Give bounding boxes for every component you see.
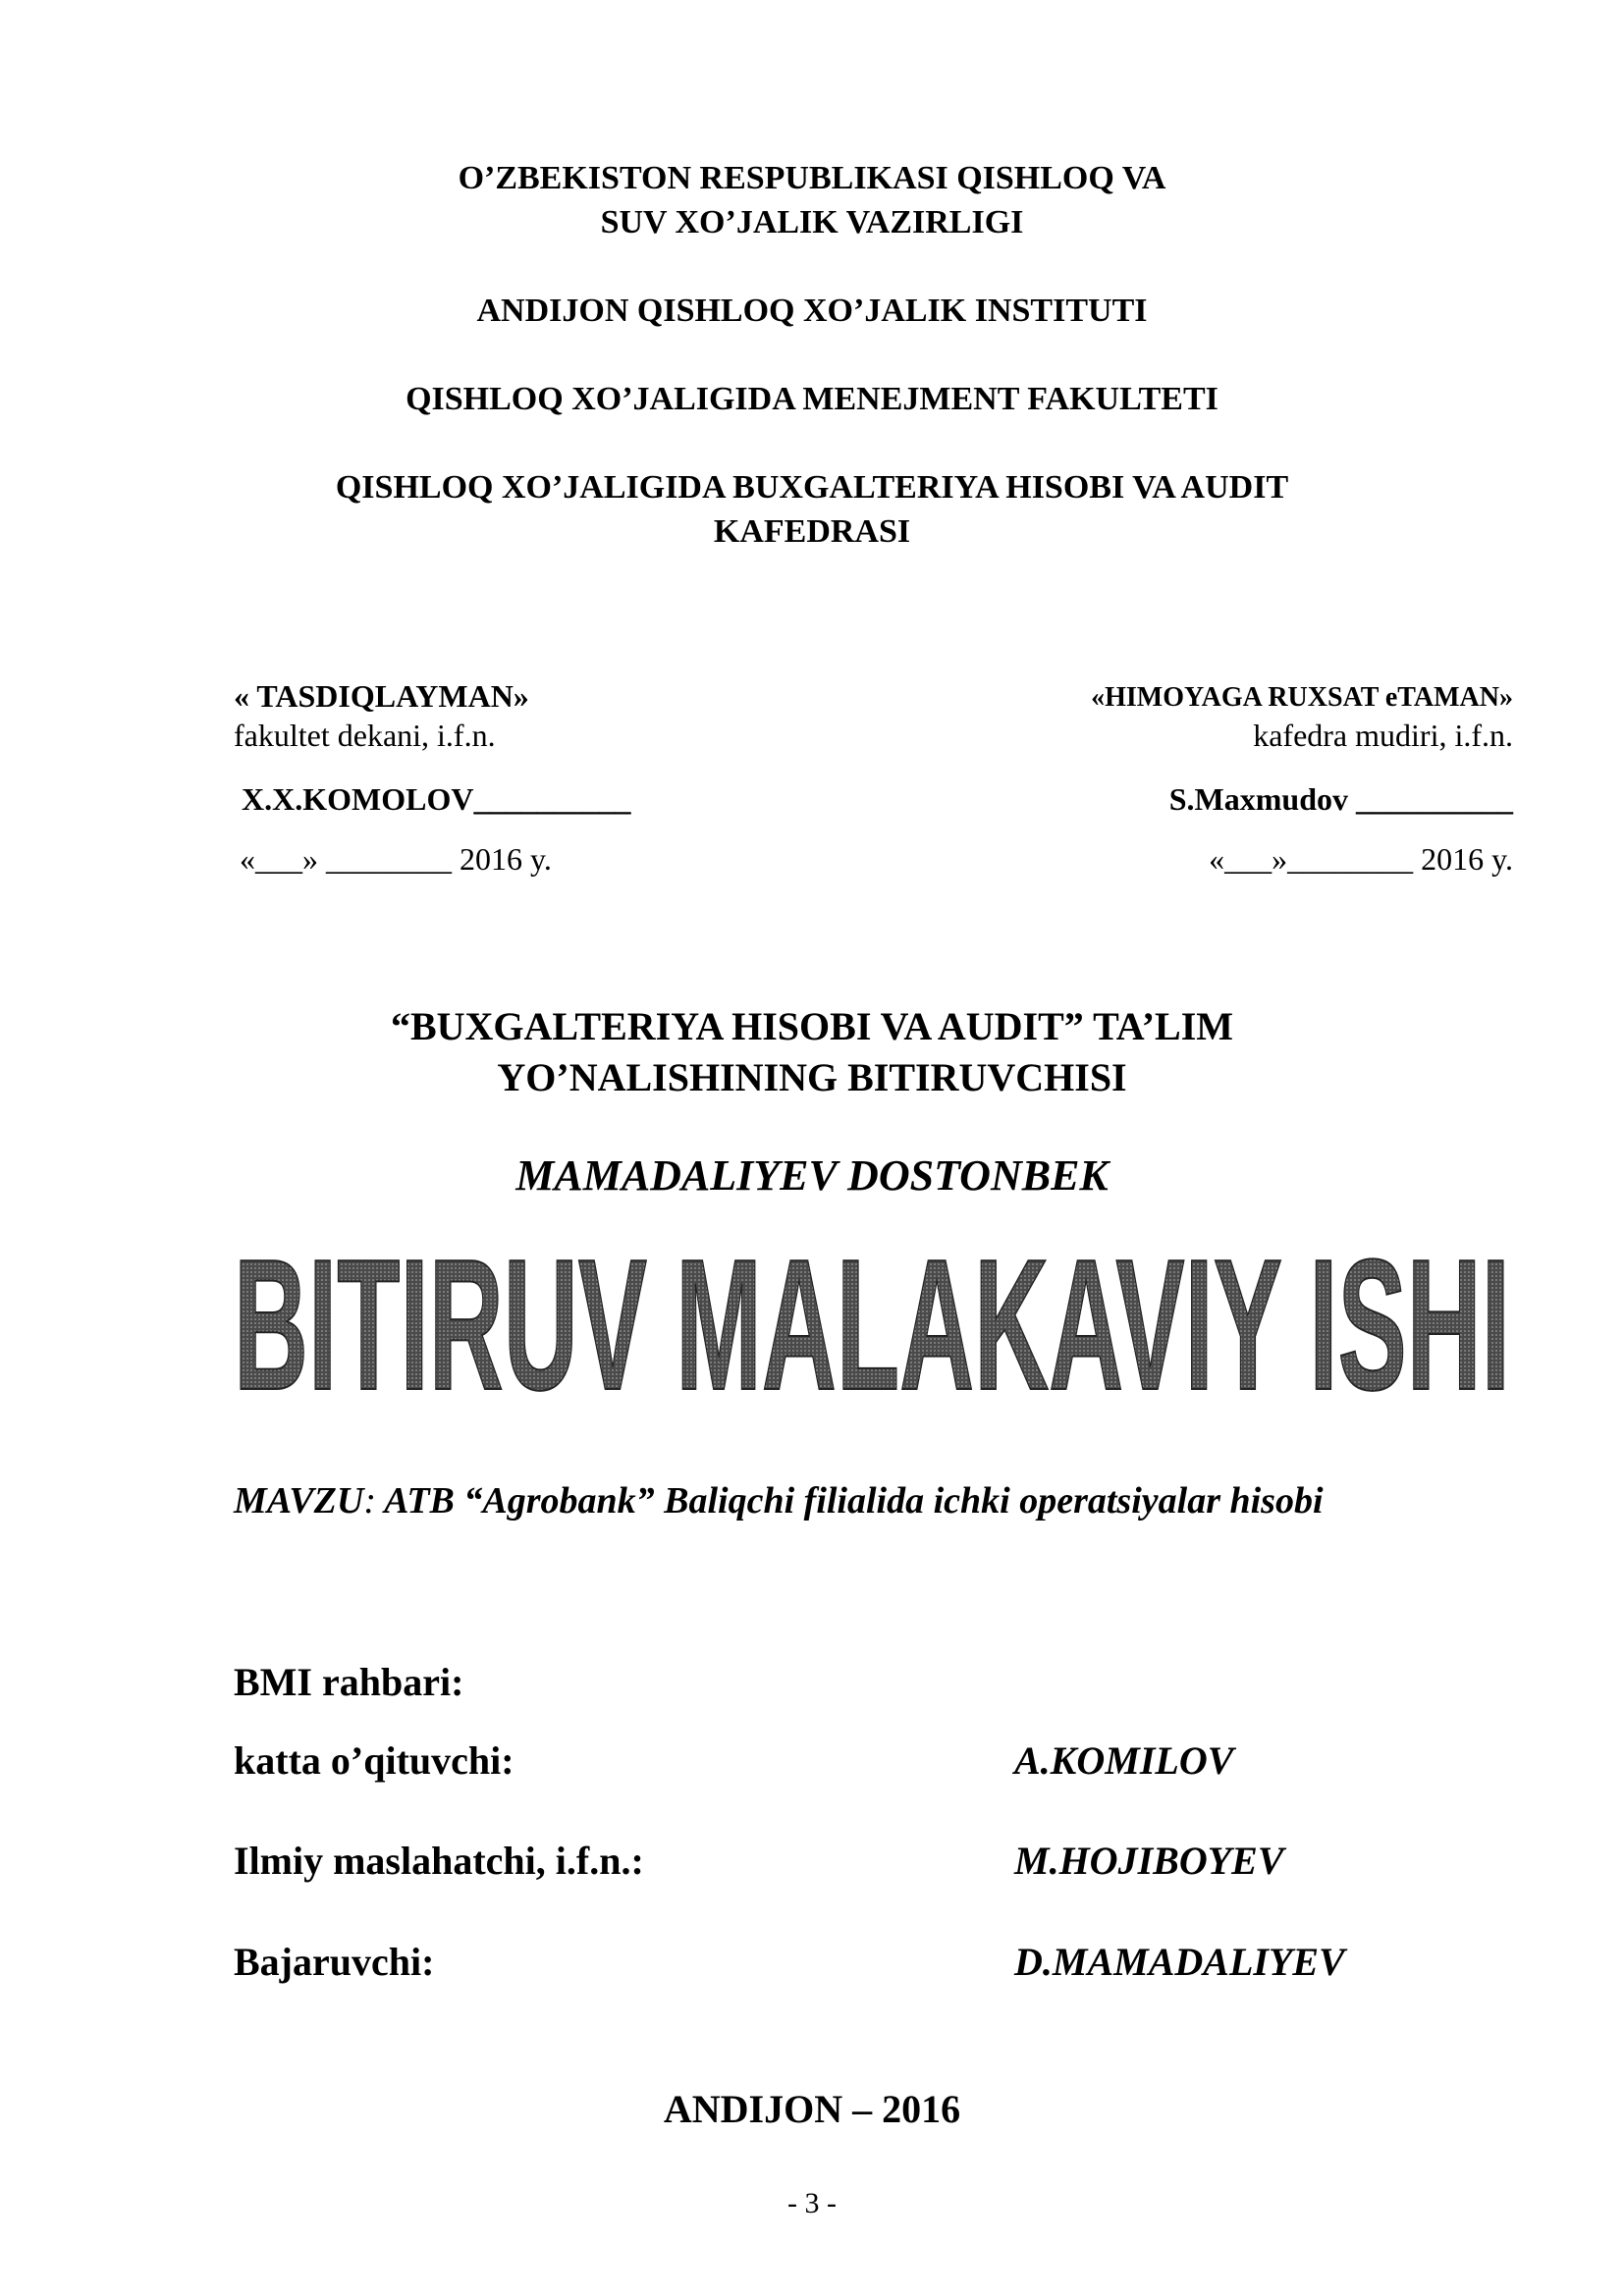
work-title bbox=[234, 1227, 1510, 1404]
role-label-2: Ilmiy maslahatchi, i.f.n.: bbox=[234, 1839, 644, 1883]
approval-right-name: S.Maxmudov __________ bbox=[1168, 781, 1513, 817]
approval-right-date: «___»________ 2016 y. bbox=[1209, 841, 1513, 877]
student-name: MAMADALIYEV DOSTONBEK bbox=[515, 1151, 1109, 1200]
department-line-2: KAFEDRASI bbox=[713, 513, 911, 550]
approval-left-position: fakultet dekani, i.f.n. bbox=[234, 718, 496, 753]
role-name-2: M.HOJIBOYEV bbox=[1014, 1839, 1284, 1883]
graduate-line-2: YO’NALISHINING BITIRUVCHISI bbox=[497, 1055, 1127, 1099]
topic-text: ATB “Agrobank” Baliqchi filialida ichki operatsiyalar hisobi bbox=[375, 1480, 1324, 1522]
role-name-1: A.KOMILOV bbox=[1014, 1738, 1234, 1783]
approval-left-name: X.X.KOMOLOV__________ bbox=[242, 781, 631, 817]
approval-left-heading: « TASDIQLAYMAN» bbox=[234, 678, 529, 714]
topic bbox=[234, 1472, 1512, 1529]
role-label-1: katta o’qituvchi: bbox=[234, 1738, 514, 1783]
supervisor-heading: BMI rahbari: bbox=[234, 1660, 464, 1704]
approval-right-heading: «HIMOYAGA RUXSAT eTAMAN» bbox=[1091, 682, 1513, 713]
department-line-1: QISHLOQ XO’JALIGIDA BUXGALTERIYA HISOBI VA AUDIT bbox=[335, 469, 1289, 506]
faculty-name: QISHLOQ XO’JALIGIDA MENEJMENT FAKULTETI bbox=[406, 381, 1218, 417]
approval-right-position: kafedra mudiri, i.f.n. bbox=[1253, 718, 1513, 753]
ministry-line-1: O’ZBEKISTON RESPUBLIKASI QISHLOQ VA bbox=[458, 160, 1166, 196]
approval-left-date: «___» ________ 2016 y. bbox=[240, 841, 552, 877]
ministry-line-2: SUV XO’JALIK VAZIRLIGI bbox=[600, 204, 1024, 240]
institute-name: ANDIJON QISHLOQ XO’JALIK INSTITUTI bbox=[476, 293, 1148, 329]
page-number: - 3 - bbox=[787, 2187, 837, 2219]
city-year: ANDIJON – 2016 bbox=[663, 2087, 961, 2131]
topic-colon: : bbox=[363, 1480, 376, 1522]
graduate-line-1: “BUXGALTERIYA HISOBI VA AUDIT” TA’LIM bbox=[390, 1004, 1234, 1048]
role-label-3: Bajaruvchi: bbox=[234, 1940, 435, 1984]
work-title-text: BITIRUV MALAKAVIY ISHI bbox=[234, 1227, 1510, 1404]
role-name-3: D.MAMADALIYEV bbox=[1014, 1940, 1345, 1984]
topic-label: MAVZU bbox=[234, 1480, 364, 1522]
